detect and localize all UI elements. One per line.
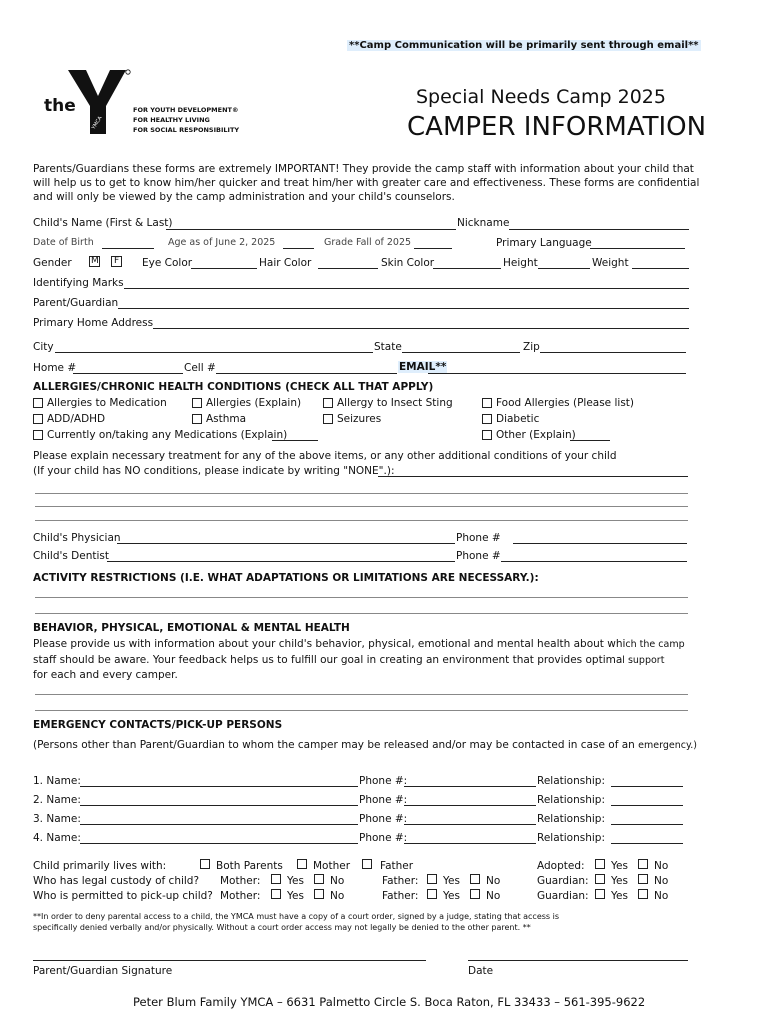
logo-taglines: FOR YOUTH DEVELOPMENT® FOR HEALTHY LIVING FOR SOCIAL RESPONSIBILITY <box>133 106 240 134</box>
contact-relationship-label: Relationship: <box>537 813 605 825</box>
hair-color-input[interactable] <box>318 256 378 269</box>
height-input[interactable] <box>538 256 590 269</box>
pickup-guardian-yes-label: Yes <box>611 890 628 902</box>
insect-sting-checkbox[interactable] <box>323 398 333 408</box>
zip-input[interactable] <box>540 340 686 353</box>
behavior-text-2: staff should be aware. Your feedback helps us to fulfill our goal in creating an environment that provides optimal support <box>33 654 665 666</box>
behavior-text-1: Please provide us with information about your child's behavior, physical, emotional and mental health about which the camp <box>33 638 685 650</box>
behavior-heading: BEHAVIOR, PHYSICAL, EMOTIONAL & MENTAL HEALTH <box>33 622 350 634</box>
pickup-guardian-label: Guardian: <box>537 890 589 902</box>
custody-guardian-no-label: No <box>654 875 669 887</box>
explain-text-1: Please explain necessary treatment for any of the above items, or any other additional conditions of your child <box>33 450 617 462</box>
diabetic-checkbox[interactable] <box>482 414 492 424</box>
other-checkbox[interactable] <box>482 430 492 440</box>
state-label: State <box>374 341 402 353</box>
contact-relationship-label: Relationship: <box>537 775 605 787</box>
home-phone-label: Home # <box>33 362 77 374</box>
contact-relationship-label: Relationship: <box>537 832 605 844</box>
custody-guardian-yes-label: Yes <box>611 875 628 887</box>
emergency-subtext: (Persons other than Parent/Guardian to whom the camper may be released and/or may be contacted in case of an emergency.) <box>33 739 697 751</box>
both-parents-label: Both Parents <box>216 860 283 872</box>
custody-mother-yes-checkbox[interactable] <box>271 874 281 884</box>
add-adhd-label: ADD/ADHD <box>47 413 106 425</box>
allergies-heading: ALLERGIES/CHRONIC HEALTH CONDITIONS (CHECK ALL THAT APPLY) <box>33 381 434 393</box>
grade-label: Grade Fall of 2025 <box>324 237 412 248</box>
address-label: Primary Home Address <box>33 317 154 329</box>
age-input[interactable] <box>283 236 314 249</box>
gender-m-label: M <box>91 256 99 266</box>
contact-relationship-input[interactable] <box>611 831 683 844</box>
child-name-input[interactable] <box>166 217 456 230</box>
mother-checkbox[interactable] <box>297 859 307 869</box>
adopted-no-label: No <box>654 860 669 872</box>
custody-father-label: Father: <box>382 875 419 887</box>
pickup-mother-label: Mother: <box>220 890 261 902</box>
explain-input-1[interactable] <box>378 464 688 477</box>
pickup-father-yes-checkbox[interactable] <box>427 889 437 899</box>
custody-father-no-checkbox[interactable] <box>470 874 480 884</box>
logo-ymca: YMCA <box>90 115 104 131</box>
asthma-checkbox[interactable] <box>192 414 202 424</box>
activity-input-1[interactable] <box>35 585 688 598</box>
custody-mother-label: Mother: <box>220 875 261 887</box>
hair-color-label: Hair Color <box>259 257 312 269</box>
food-allergies-label: Food Allergies (Please list) <box>496 397 635 409</box>
address-input[interactable] <box>153 316 689 329</box>
weight-label: Weight <box>592 257 629 269</box>
contact-name-label: 1. Name: <box>33 775 81 787</box>
contact-name-input[interactable] <box>80 774 358 787</box>
contact-phone-label: Phone #: <box>359 775 408 787</box>
dentist-phone-input[interactable] <box>501 549 687 562</box>
nickname-label: Nickname <box>457 217 510 229</box>
explain-input-3[interactable] <box>35 494 688 507</box>
grade-input[interactable] <box>414 236 452 249</box>
contact-relationship-input[interactable] <box>611 812 683 825</box>
custody-mother-no-checkbox[interactable] <box>314 874 324 884</box>
custody-father-yes-checkbox[interactable] <box>427 874 437 884</box>
dentist-input[interactable] <box>107 549 455 562</box>
signature-input[interactable] <box>33 948 426 961</box>
adopted-yes-checkbox[interactable] <box>595 859 605 869</box>
allergy-explain-checkbox[interactable] <box>192 398 202 408</box>
height-label: Height <box>503 257 538 269</box>
pickup-guardian-no-checkbox[interactable] <box>638 889 648 899</box>
contact-phone-label: Phone #: <box>359 794 408 806</box>
camp-name: Special Needs Camp 2025 <box>416 86 666 108</box>
email-notice: **Camp Communication will be primarily sent through email** <box>349 40 699 51</box>
date-label: Date <box>468 965 494 977</box>
diabetic-label: Diabetic <box>496 413 540 425</box>
email-label: EMAIL** <box>399 361 447 373</box>
contact-phone-input[interactable] <box>404 793 536 806</box>
explain-input-4[interactable] <box>35 508 688 521</box>
father-label: Father <box>380 860 414 872</box>
seizures-label: Seizures <box>337 413 382 425</box>
nickname-input[interactable] <box>509 217 689 230</box>
parent-input[interactable] <box>118 296 689 309</box>
other-input[interactable] <box>570 428 610 441</box>
custody-guardian-no-checkbox[interactable] <box>638 874 648 884</box>
both-parents-checkbox[interactable] <box>200 859 210 869</box>
age-label: Age as of June 2, 2025 <box>168 237 276 248</box>
insect-sting-label: Allergy to Insect Sting <box>337 397 453 409</box>
pickup-guardian-yes-checkbox[interactable] <box>595 889 605 899</box>
custody-mother-yes-label: Yes <box>287 875 304 887</box>
eye-color-label: Eye Color <box>142 257 193 269</box>
custody-mother-no-label: No <box>330 875 345 887</box>
adopted-label: Adopted: <box>537 860 585 872</box>
behavior-input-1[interactable] <box>35 682 688 695</box>
custody-note-1: **In order to deny parental access to a child, the YMCA must have a copy of a court order, signed by a judge, stating that access is <box>33 912 560 921</box>
pickup-father-label: Father: <box>382 890 419 902</box>
language-input[interactable] <box>590 236 685 249</box>
marks-label: Identifying Marks <box>33 277 124 289</box>
contact-phone-label: Phone #: <box>359 832 408 844</box>
explain-text-2: (If your child has NO conditions, please indicate by writing "NONE".): <box>33 465 395 477</box>
contact-relationship-input[interactable] <box>611 774 683 787</box>
father-checkbox[interactable] <box>362 859 372 869</box>
adopted-yes-label: Yes <box>611 860 628 872</box>
other-label: Other (Explain) <box>496 429 576 441</box>
signature-label: Parent/Guardian Signature <box>33 965 173 977</box>
skin-color-label: Skin Color <box>381 257 435 269</box>
medications-checkbox[interactable] <box>33 430 43 440</box>
contact-phone-input[interactable] <box>404 812 536 825</box>
legal-custody-label: Who has legal custody of child? <box>33 875 200 887</box>
dentist-label: Child's Dentist <box>33 550 110 562</box>
medications-label: Currently on/taking any Medications (Explain) <box>47 429 288 441</box>
dob-label: Date of Birth <box>33 237 94 248</box>
custody-guardian-label: Guardian: <box>537 875 589 887</box>
asthma-label: Asthma <box>206 413 247 425</box>
allergy-medication-label: Allergies to Medication <box>47 397 167 409</box>
contact-relationship-input[interactable] <box>611 793 683 806</box>
pickup-mother-no-label: No <box>330 890 345 902</box>
medications-input[interactable] <box>272 428 318 441</box>
pickup-father-yes-label: Yes <box>443 890 460 902</box>
custody-guardian-yes-checkbox[interactable] <box>595 874 605 884</box>
city-input[interactable] <box>55 340 373 353</box>
home-phone-input[interactable] <box>73 361 183 374</box>
state-input[interactable] <box>402 340 520 353</box>
ymca-address: Peter Blum Family YMCA – 6631 Palmetto Circle S. Boca Raton, FL 33433 – 561-395-9622 <box>133 995 646 1009</box>
emergency-heading: EMERGENCY CONTACTS/PICK-UP PERSONS <box>33 719 283 731</box>
custody-father-no-label: No <box>486 875 501 887</box>
contact-relationship-label: Relationship: <box>537 794 605 806</box>
contact-name-label: 2. Name: <box>33 794 81 806</box>
marks-input[interactable] <box>124 276 689 289</box>
gender-label: Gender <box>33 257 72 269</box>
activity-input-2[interactable] <box>35 601 688 614</box>
custody-note-2: specifically denied verbally and/or physically. Without a court order access may not legally be denied to the other parent. ** <box>33 923 531 932</box>
pickup-label: Who is permitted to pick-up child? <box>33 890 213 902</box>
food-allergies-checkbox[interactable] <box>482 398 492 408</box>
physician-phone-input[interactable] <box>513 531 687 544</box>
city-label: City <box>33 341 54 353</box>
pickup-father-no-checkbox[interactable] <box>470 889 480 899</box>
add-adhd-checkbox[interactable] <box>33 414 43 424</box>
dentist-phone-label: Phone # <box>456 550 501 562</box>
physician-label: Child's Physician <box>33 532 121 544</box>
pickup-father-no-label: No <box>486 890 501 902</box>
allergy-medication-checkbox[interactable] <box>33 398 43 408</box>
pickup-guardian-no-label: No <box>654 890 669 902</box>
contact-name-label: 3. Name: <box>33 813 81 825</box>
contact-name-input[interactable] <box>80 812 358 825</box>
parent-label: Parent/Guardian <box>33 297 119 309</box>
custody-father-yes-label: Yes <box>443 875 460 887</box>
cell-phone-input[interactable] <box>216 361 397 374</box>
contact-phone-label: Phone #: <box>359 813 408 825</box>
child-name-label: Child's Name (First & Last) <box>33 217 173 229</box>
dob-input[interactable] <box>102 236 154 249</box>
contact-name-input[interactable] <box>80 793 358 806</box>
form-title: CAMPER INFORMATION <box>407 112 707 142</box>
explain-input-2[interactable] <box>35 481 688 494</box>
pickup-mother-no-checkbox[interactable] <box>314 889 324 899</box>
contact-name-label: 4. Name: <box>33 832 81 844</box>
date-input[interactable] <box>468 948 688 961</box>
contact-phone-input[interactable] <box>404 831 536 844</box>
contact-name-input[interactable] <box>80 831 358 844</box>
gender-f-label: F <box>114 256 120 266</box>
behavior-input-2[interactable] <box>35 698 688 711</box>
weight-input[interactable] <box>632 256 689 269</box>
physician-phone-label: Phone # <box>456 532 501 544</box>
physician-input[interactable] <box>117 531 455 544</box>
zip-label: Zip <box>523 341 540 353</box>
language-label: Primary Language <box>496 237 592 249</box>
email-input[interactable] <box>428 361 686 374</box>
mother-label: Mother <box>313 860 351 872</box>
contact-phone-input[interactable] <box>404 774 536 787</box>
seizures-checkbox[interactable] <box>323 414 333 424</box>
logo-the: the <box>44 96 76 116</box>
behavior-text-3: for each and every camper. <box>33 669 178 681</box>
eye-color-input[interactable] <box>191 256 257 269</box>
activity-heading: ACTIVITY RESTRICTIONS (I.E. WHAT ADAPTATIONS OR LIMITATIONS ARE NECESSARY.): <box>33 572 539 584</box>
lives-with-label: Child primarily lives with: <box>33 860 167 872</box>
intro-text: Parents/Guardians these forms are extremely IMPORTANT! They provide the camp staff with information about your child that will help us to get to know him/her quicker and treat him/her with greater care and effectiveness. These forms are confidential and will only be viewed by the camp administration and your child's counselors. <box>33 163 700 203</box>
adopted-no-checkbox[interactable] <box>638 859 648 869</box>
skin-color-input[interactable] <box>433 256 501 269</box>
cell-phone-label: Cell # <box>184 362 216 374</box>
pickup-mother-yes-label: Yes <box>287 890 304 902</box>
allergy-explain-label: Allergies (Explain) <box>206 397 302 409</box>
ymca-logo <box>44 68 244 140</box>
pickup-mother-yes-checkbox[interactable] <box>271 889 281 899</box>
